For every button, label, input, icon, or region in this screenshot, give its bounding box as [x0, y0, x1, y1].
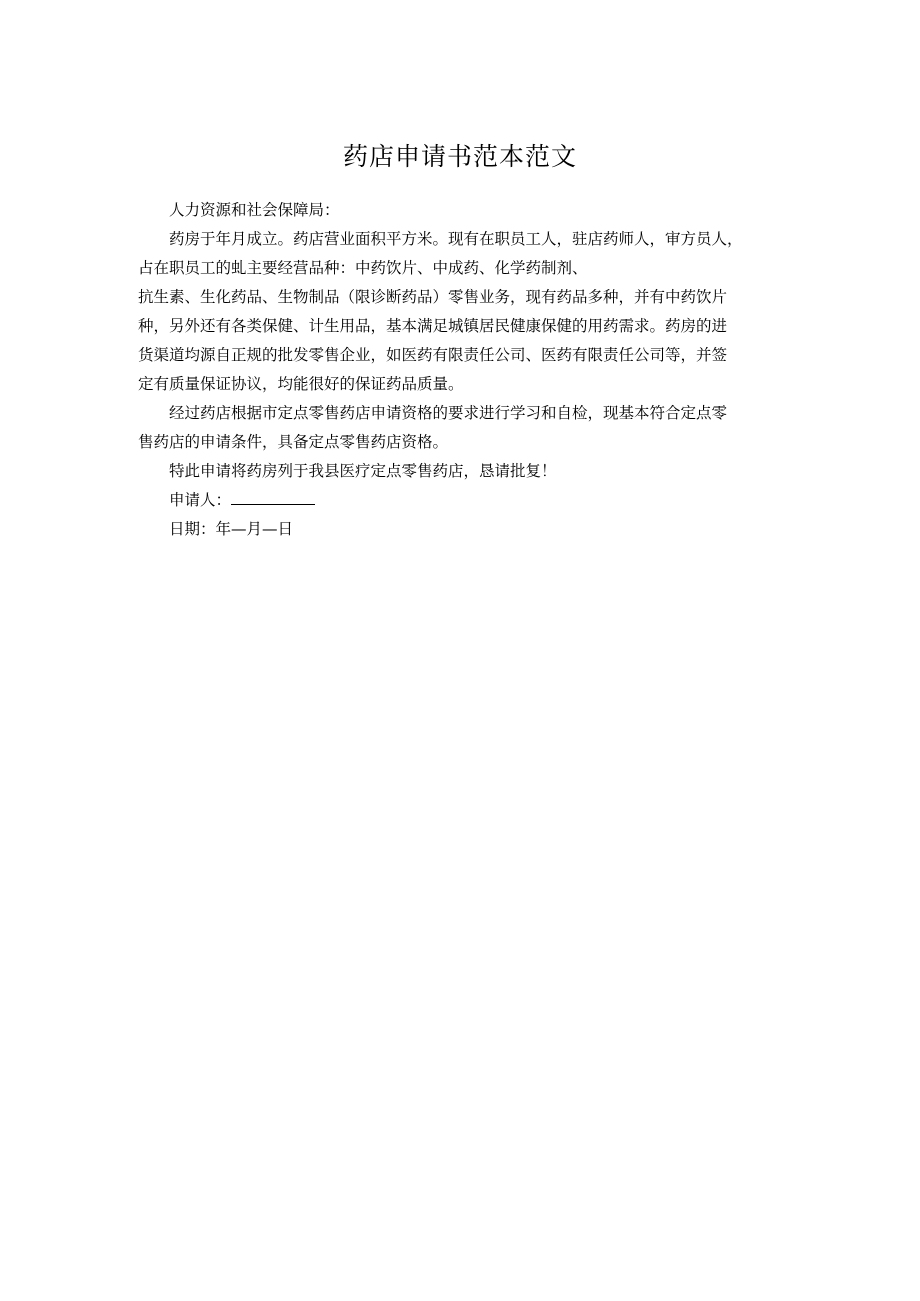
paragraph-1-line-1: 药房于年月成立。药店营业面积平方米。现有在职员工人，驻店药师人，审方员人，	[169, 230, 743, 248]
date-line: 日期：年—月—日	[169, 520, 294, 538]
paragraph-2-line-1: 经过药店根据市定点零售药店申请资格的要求进行学习和自检，现基本符合定点零	[169, 404, 728, 422]
paragraph-3: 特此申请将药房列于我县医疗定点零售药店，恳请批复！	[169, 462, 557, 480]
document-body	[138, 196, 784, 544]
paragraph-1-line-2: 占在职员工的虬主要经营品种：中药饮片、中成药、化学药制剂、	[138, 259, 588, 277]
document-title: 药店申请书范本范文	[342, 142, 577, 171]
applicant-signature-blank	[231, 487, 315, 505]
paragraph-1-line-3: 抗生素、生化药品、生物制品（限诊断药品）零售业务，现有药品多种，并有中药饮片	[138, 288, 728, 306]
paragraph-2	[138, 399, 784, 457]
applicant-label: 申请人：	[169, 491, 232, 509]
paragraph-1	[138, 225, 784, 399]
paragraph-1-line-6: 定有质量保证协议，均能很好的保证药品质量。	[138, 375, 464, 393]
salutation: 人力资源和社会保障局：	[169, 201, 340, 219]
paragraph-1-line-5: 货渠道均源自正规的批发零售企业，如医药有限责任公司、医药有限责任公司等，并签	[138, 346, 728, 364]
paragraph-2-line-2: 售药店的申请条件，具备定点零售药店资格。	[138, 433, 449, 451]
paragraph-1-line-4: 种，另外还有各类保健、计生用品，基本满足城镇居民健康保健的用药需求。药房的进	[138, 317, 728, 335]
applicant-line	[138, 486, 784, 515]
